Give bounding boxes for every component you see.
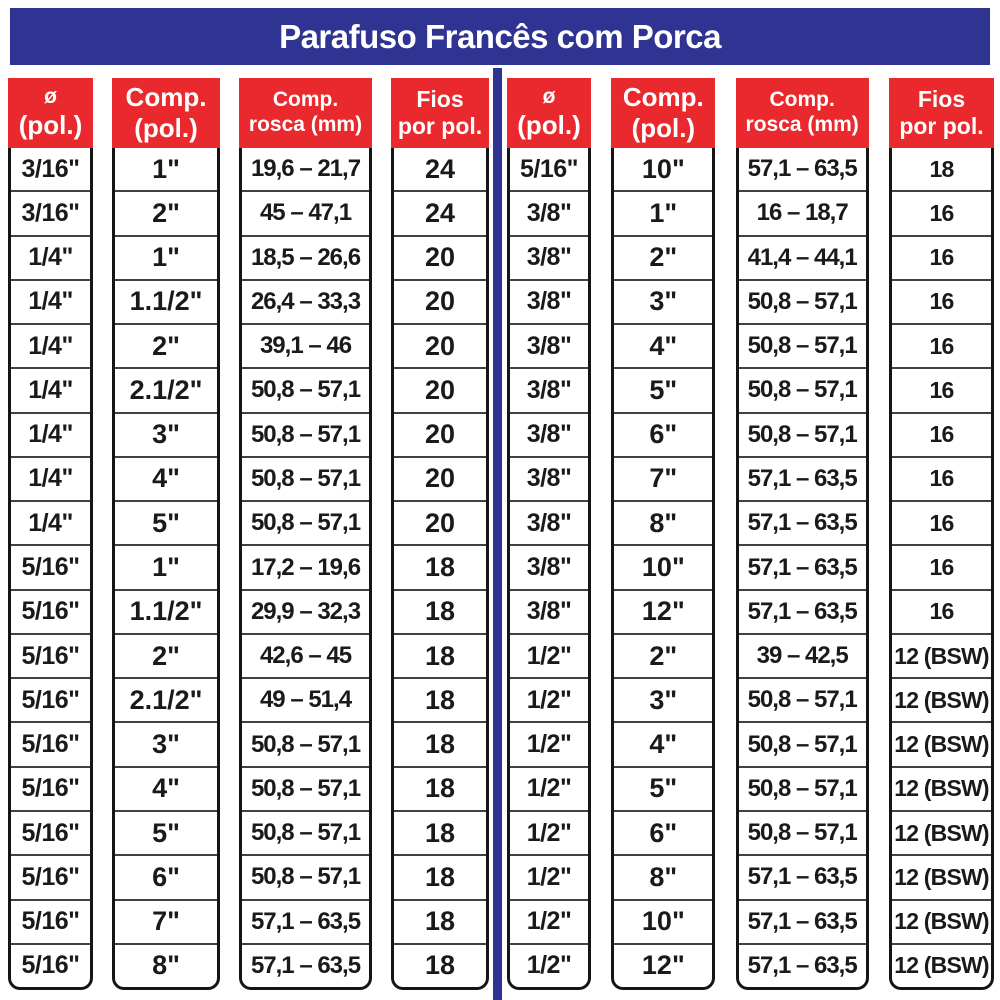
table-cell: 57,1 – 63,5: [739, 589, 866, 633]
table-cell: 50,8 – 57,1: [739, 677, 866, 721]
left-body-thread-length: [239, 148, 372, 990]
table-cell: 12 (BSW): [892, 677, 991, 721]
table-cell: 26,4 – 33,3: [242, 279, 369, 323]
table-cell: 3/8": [510, 412, 588, 456]
table-cell: 4": [614, 323, 712, 367]
left-header-threads-per-inch: [391, 78, 489, 148]
table-cell: 3/16": [11, 190, 90, 234]
table-cell: 39 – 42,5: [739, 633, 866, 677]
table-cell: 10": [614, 899, 712, 943]
right-body-thread-length: [736, 148, 869, 990]
table-cell: 4": [115, 766, 217, 810]
table-cell: 2": [115, 633, 217, 677]
header-line: Comp.: [769, 88, 835, 112]
table-cell: 57,1 – 63,5: [739, 899, 866, 943]
table-cell: 50,8 – 57,1: [242, 500, 369, 544]
header-line: Comp.: [622, 82, 704, 113]
table-cell: 16: [892, 589, 991, 633]
table-cell: 24: [394, 190, 486, 234]
table-cell: 1/2": [510, 854, 588, 898]
table-cell: 57,1 – 63,5: [242, 943, 369, 987]
table-cell: 18: [394, 721, 486, 765]
table-cell: 2": [614, 633, 712, 677]
right-body-length: [611, 148, 715, 990]
table-cell: 4": [614, 721, 712, 765]
table-cell: 18: [929, 155, 954, 182]
header-line: Fios: [416, 85, 464, 112]
table-cell: 3": [115, 412, 217, 456]
table-cell: 50,8 – 57,1: [739, 323, 866, 367]
table-cell: 5": [614, 766, 712, 810]
left-column-length: [112, 78, 220, 990]
table-divider: [493, 68, 502, 1000]
header-line: por pol.: [899, 113, 984, 139]
table-cell: 50,8 – 57,1: [739, 810, 866, 854]
table-cell: 12 (BSW): [892, 810, 991, 854]
table-cell: 57,1 – 63,5: [739, 456, 866, 500]
table-cell: 3/8": [510, 544, 588, 588]
table-cell: 3/8": [510, 456, 588, 500]
right-column-thread-length: [736, 78, 869, 990]
table-cell: 5": [614, 367, 712, 411]
table-cell: 12": [614, 943, 712, 987]
table-cell: 1/4": [11, 367, 90, 411]
left-header-length: [112, 78, 220, 148]
table-cell: 50,8 – 57,1: [739, 721, 866, 765]
table-cell: 57,1 – 63,5: [739, 544, 866, 588]
table-cell: 12 (BSW): [892, 854, 991, 898]
table-cell: 5/16": [11, 810, 90, 854]
table-cell: 50,8 – 57,1: [242, 766, 369, 810]
table-cell: 18: [394, 943, 486, 987]
header-line: por pol.: [397, 113, 483, 139]
table-cell: 10": [614, 544, 712, 588]
table-cell: 3/8": [510, 190, 588, 234]
table-cell: 6": [614, 810, 712, 854]
table-cell: 1/2": [510, 721, 588, 765]
table-cell: 16: [892, 367, 991, 411]
header-line: Comp.: [272, 88, 339, 112]
left-header-diameter: [8, 78, 93, 148]
table-cell: 5/16": [11, 766, 90, 810]
right-column-diameter: [507, 78, 591, 990]
table-cell: 1.1/2": [115, 589, 217, 633]
table-cell: 50,8 – 57,1: [242, 367, 369, 411]
table-cell: 17,2 – 19,6: [242, 544, 369, 588]
table-cell: 20: [394, 500, 486, 544]
table-cell: 1/2": [510, 810, 588, 854]
table-cell: 19,6 – 21,7: [250, 155, 361, 183]
right-table: [507, 78, 994, 990]
table-cell: 7": [614, 456, 712, 500]
table-cell: 29,9 – 32,3: [242, 589, 369, 633]
header-line: ø: [44, 85, 57, 109]
table-cell: 3": [614, 279, 712, 323]
left-body-length: [112, 148, 220, 990]
table-cell: 5/16": [519, 154, 578, 183]
right-header-thread-length: [736, 78, 869, 148]
table-cell: 18,5 – 26,6: [242, 235, 369, 279]
table-cell: 16: [892, 190, 991, 234]
table-cell: 50,8 – 57,1: [242, 412, 369, 456]
table-cell: 1/2": [510, 899, 588, 943]
table-cell: 20: [394, 235, 486, 279]
table-cell: 7": [115, 899, 217, 943]
table-cell: 39,1 – 46: [242, 323, 369, 367]
table-cell: 50,8 – 57,1: [739, 279, 866, 323]
table-cell: 5/16": [11, 633, 90, 677]
table-cell: 4": [115, 456, 217, 500]
table-cell: 1/4": [11, 235, 90, 279]
table-cell: 1": [115, 235, 217, 279]
table-cell: 18: [394, 854, 486, 898]
table-cell: 57,1 – 63,5: [739, 500, 866, 544]
table-cell: 57,1 – 63,5: [739, 943, 866, 987]
table-cell: 16: [892, 500, 991, 544]
table-cell: 18: [394, 589, 486, 633]
table-cell: 18: [394, 677, 486, 721]
right-header-threads-per-inch: [889, 78, 994, 148]
table-cell: 10": [641, 153, 685, 184]
table-cell: 41,4 – 44,1: [739, 235, 866, 279]
header-line: Comp.: [125, 82, 207, 113]
table-cell: 2.1/2": [115, 367, 217, 411]
table-cell: 18: [394, 766, 486, 810]
table-cell: 50,8 – 57,1: [242, 810, 369, 854]
header-line: rosca (mm): [745, 113, 859, 136]
table-cell: 6": [115, 854, 217, 898]
table-cell: 16: [892, 412, 991, 456]
table-cell: 16: [892, 456, 991, 500]
table-cell: 8": [614, 854, 712, 898]
right-body-diameter: [507, 148, 591, 990]
table-cell: 2.1/2": [115, 677, 217, 721]
table-cell: 1": [115, 544, 217, 588]
table-cell: 5/16": [11, 721, 90, 765]
table-cell: 1/4": [11, 500, 90, 544]
table-cell: 1": [614, 190, 712, 234]
table-cell: 20: [394, 367, 486, 411]
table-cell: 16: [892, 323, 991, 367]
table-cell: 6": [614, 412, 712, 456]
table-cell: 12 (BSW): [892, 766, 991, 810]
header-line: (pol.): [134, 113, 198, 143]
table-cell: 1/4": [11, 323, 90, 367]
table-cell: 5/16": [11, 854, 90, 898]
left-body-diameter: [8, 148, 93, 990]
table-cell: 12": [614, 589, 712, 633]
header-line: ø: [542, 85, 556, 109]
table-cell: 49 – 51,4: [242, 677, 369, 721]
table-cell: 3/8": [510, 589, 588, 633]
header-line: (pol.): [631, 113, 696, 143]
table-cell: 5": [115, 810, 217, 854]
table-cell: 8": [614, 500, 712, 544]
table-cell: 3/8": [510, 367, 588, 411]
table-cell: 2": [115, 323, 217, 367]
right-header-diameter: [507, 78, 591, 148]
table-cell: 57,1 – 63,5: [747, 155, 857, 183]
table-cell: 1": [152, 153, 180, 184]
table-cell: 12 (BSW): [892, 943, 991, 987]
table-cell: 3/8": [510, 279, 588, 323]
table-cell: 1/2": [510, 677, 588, 721]
table-cell: 57,1 – 63,5: [739, 854, 866, 898]
left-header-thread-length: [239, 78, 372, 148]
left-table: [8, 78, 489, 990]
table-cell: 1.1/2": [115, 279, 217, 323]
table-cell: 5/16": [11, 589, 90, 633]
page-title: Parafuso Francês com Porca: [279, 17, 721, 55]
table-cell: 1/4": [11, 279, 90, 323]
table-cell: 1/2": [510, 766, 588, 810]
header-line: (pol.): [18, 110, 83, 141]
table-cell: 16: [892, 235, 991, 279]
table-cell: 50,8 – 57,1: [739, 367, 866, 411]
table-cell: 3/8": [510, 500, 588, 544]
left-column-threads-per-inch: [391, 78, 489, 990]
table-cell: 5": [115, 500, 217, 544]
right-column-threads-per-inch: [889, 78, 994, 990]
table-cell: 50,8 – 57,1: [242, 456, 369, 500]
table-cell: 20: [394, 279, 486, 323]
table-cell: 18: [394, 544, 486, 588]
table-cell: 50,8 – 57,1: [242, 721, 369, 765]
table-cell: 20: [394, 323, 486, 367]
right-body-threads-per-inch: [889, 148, 994, 990]
table-cell: 18: [394, 899, 486, 943]
table-cell: 5/16": [11, 677, 90, 721]
table-cell: 1/2": [510, 633, 588, 677]
table-cell: 50,8 – 57,1: [242, 854, 369, 898]
right-column-length: [611, 78, 715, 990]
table-cell: 20: [394, 412, 486, 456]
table-cell: 5/16": [11, 943, 90, 987]
table-cell: 3": [115, 721, 217, 765]
table-cell: 50,8 – 57,1: [739, 412, 866, 456]
table-cell: 2": [614, 235, 712, 279]
header-line: Fios: [917, 85, 966, 112]
table-cell: 16: [892, 279, 991, 323]
table-cell: 8": [115, 943, 217, 987]
table-cell: 16 – 18,7: [739, 190, 866, 234]
header-line: rosca (mm): [248, 113, 363, 136]
table-cell: 20: [394, 456, 486, 500]
header-line: (pol.): [517, 110, 581, 141]
table-cell: 12 (BSW): [892, 721, 991, 765]
table-cell: 16: [892, 544, 991, 588]
title-bar: [10, 8, 990, 65]
table-cell: 50,8 – 57,1: [739, 766, 866, 810]
table-cell: 3/8": [510, 235, 588, 279]
table-cell: 57,1 – 63,5: [242, 899, 369, 943]
table-cell: 1/4": [11, 412, 90, 456]
table-cell: 1/2": [510, 943, 588, 987]
table-cell: 24: [424, 153, 456, 184]
table-cell: 3/16": [21, 154, 80, 183]
table-cell: 2": [115, 190, 217, 234]
table-cell: 45 – 47,1: [242, 190, 369, 234]
table-cell: 1/4": [11, 456, 90, 500]
table-cell: 5/16": [11, 544, 90, 588]
left-column-diameter: [8, 78, 93, 990]
table-cell: 42,6 – 45: [242, 633, 369, 677]
table-cell: 12 (BSW): [892, 899, 991, 943]
table-cell: 3": [614, 677, 712, 721]
right-header-length: [611, 78, 715, 148]
left-column-thread-length: [239, 78, 372, 990]
left-body-threads-per-inch: [391, 148, 489, 990]
table-cell: 12 (BSW): [892, 633, 991, 677]
table-cell: 18: [394, 810, 486, 854]
table-cell: 3/8": [510, 323, 588, 367]
table-cell: 18: [394, 633, 486, 677]
table-cell: 5/16": [11, 899, 90, 943]
